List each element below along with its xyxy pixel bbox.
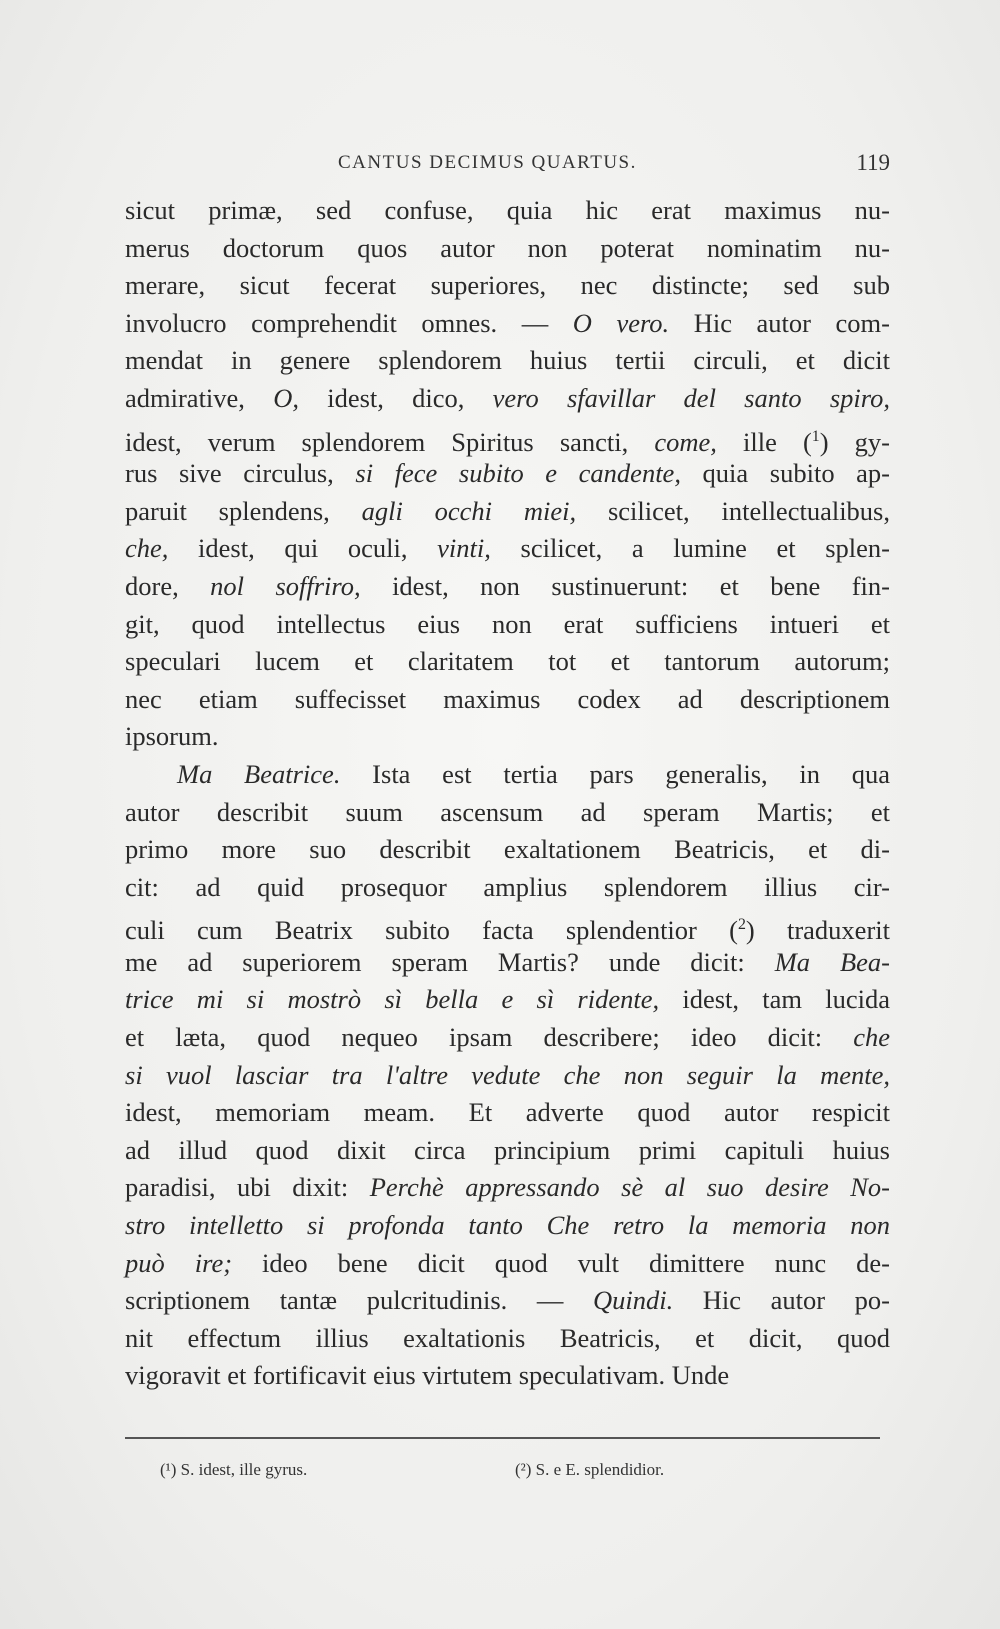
- text-line: [125, 230, 890, 268]
- text-run: involucro comprehendit omnes. —: [125, 307, 573, 338]
- text-run: idest, non sustinuerunt: et bene fin-: [360, 570, 890, 601]
- text-run: ille (: [716, 426, 812, 457]
- text-run: cit: ad quid prosequor amplius splendorem illius cir-: [125, 871, 890, 902]
- text-line: [125, 606, 890, 644]
- text-run: idest, tam lucida: [659, 984, 890, 1015]
- text-run: merus doctorum quos autor non poterat nominatim nu-: [125, 232, 890, 263]
- text-line: [125, 530, 890, 568]
- text-line: [125, 493, 890, 531]
- footnote-rule: [125, 1437, 880, 1439]
- text-line: [125, 192, 890, 230]
- text-line: [125, 1132, 890, 1170]
- running-title: CANTUS DECIMUS QUARTUS.: [338, 152, 637, 173]
- text-run: idest, dico,: [298, 382, 493, 413]
- text-run: sicut primæ, sed confuse, quia hic erat maximus nu-: [125, 195, 890, 225]
- text-line: [125, 1207, 890, 1245]
- text-line: [125, 681, 890, 719]
- text-run: culi cum Beatrix subito facta splendentior (: [125, 915, 738, 946]
- text-run: nit effectum illius exaltationis Beatricis, et dicit, quod: [125, 1322, 890, 1353]
- italic-quote: O vero.: [572, 307, 670, 338]
- italic-quote: trice mi si mostrò sì bella e sì ridente,: [125, 984, 660, 1015]
- text-run: et læta, quod nequeo ipsam describere; ideo dicit:: [125, 1022, 854, 1053]
- text-line: [125, 380, 890, 418]
- text-run: idest, verum splendorem Spiritus sancti,: [125, 426, 655, 457]
- text-line: [125, 305, 890, 343]
- text-line: [125, 455, 890, 493]
- italic-quote: Perchè appressando sè al suo desire No-: [369, 1172, 890, 1203]
- text-run: paruit splendens,: [125, 495, 362, 526]
- italic-quote: stro intelletto si profonda tanto Che retro la memoria non: [125, 1210, 890, 1241]
- text-run: primo more suo describit exaltationem Beatricis, et di-: [125, 834, 890, 865]
- italic-quote: agli occhi miei,: [361, 495, 577, 526]
- text-line: [125, 1057, 890, 1095]
- footnote-marker: 1: [811, 427, 820, 445]
- text-run: admirative,: [125, 382, 274, 413]
- text-run: git, quod intellectus eius non erat sufficiens intueri et: [125, 608, 890, 639]
- italic-quote: Ma Bea-: [774, 946, 891, 977]
- text-run: mendat in genere splendorem huius tertii circuli, et dicit: [125, 345, 890, 376]
- text-line: [125, 1320, 890, 1358]
- text-run: ipsorum.: [125, 721, 219, 752]
- text-line: [125, 568, 890, 606]
- text-line: [125, 981, 890, 1019]
- text-run: ) gy-: [819, 426, 890, 457]
- text-run: Ista est tertia pars generalis, in qua: [340, 758, 890, 789]
- text-run: Hic autor po-: [673, 1285, 890, 1316]
- text-line: [125, 869, 890, 907]
- text-run: ) traduxerit: [745, 915, 890, 946]
- text-line: [125, 944, 890, 982]
- text-line: [125, 1245, 890, 1283]
- italic-quote: Ma Beatrice.: [177, 758, 341, 789]
- text-run: idest, memoriam meam. Et adverte quod autor respicit: [125, 1097, 890, 1128]
- text-line: [125, 1094, 890, 1132]
- text-run: paradisi, ubi dixit:: [125, 1172, 370, 1203]
- italic-quote: si vuol lasciar tra l'altre vedute che non seguir la mente,: [125, 1059, 890, 1090]
- text-line: [125, 906, 890, 944]
- text-run: quia subito ap-: [680, 458, 891, 489]
- text-line: [125, 1019, 890, 1057]
- text-line: [125, 794, 890, 832]
- italic-quote: come,: [654, 426, 717, 457]
- italic-quote: che: [853, 1022, 890, 1053]
- text-run: scilicet, intellectualibus,: [576, 495, 890, 526]
- text-run: scilicet, a lumine et splen-: [490, 533, 891, 564]
- italic-quote: si fece subito e candente,: [355, 458, 681, 489]
- italic-quote: nol soffriro,: [210, 570, 361, 601]
- text-run: dore,: [125, 570, 211, 601]
- footnote-marker: 2: [737, 916, 746, 934]
- text-line: [125, 643, 890, 681]
- footnote-1: (¹) S. idest, ille gyrus.: [160, 1460, 308, 1479]
- text-run: ideo bene dicit quod vult dimittere nunc de-: [232, 1247, 891, 1278]
- text-line: [125, 1282, 890, 1320]
- text-run: Hic autor com-: [669, 307, 890, 338]
- text-run: ad illud quod dixit circa principium primi capituli huius: [125, 1134, 890, 1165]
- footnote-2: (²) S. e E. splendidior.: [515, 1460, 665, 1479]
- text-run: merare, sicut fecerat superiores, nec distincte; sed sub: [125, 270, 890, 301]
- text-line: [125, 1357, 890, 1395]
- text-run: vigoravit et fortificavit eius virtutem speculativam. Unde: [125, 1360, 730, 1391]
- text-line: [125, 1169, 890, 1207]
- text-run: speculari lucem et claritatem tot et tantorum autorum;: [125, 646, 890, 677]
- body-text: [125, 192, 890, 1395]
- text-line: [125, 756, 890, 794]
- text-line: [125, 718, 890, 756]
- text-line: [125, 418, 890, 456]
- italic-quote: che,: [125, 533, 169, 564]
- text-run: rus sive circulus,: [125, 458, 356, 489]
- text-line: [125, 267, 890, 305]
- italic-quote: vero sfavillar del santo spiro,: [492, 382, 890, 413]
- page-header: [125, 150, 890, 182]
- italic-quote: può ire;: [125, 1247, 233, 1278]
- text-run: me ad superiorem speram Martis? unde dicit:: [125, 946, 775, 977]
- text-run: autor describit suum ascensum ad speram Martis; et: [125, 796, 890, 827]
- text-line: [125, 831, 890, 869]
- text-run: scriptionem tantæ pulcritudinis. —: [125, 1285, 593, 1316]
- text-run: nec etiam suffecisset maximus codex ad descriptionem: [125, 683, 890, 714]
- text-run: idest, qui oculi,: [168, 533, 438, 564]
- text-line: [125, 342, 890, 380]
- italic-quote: Quindi.: [592, 1285, 674, 1316]
- page-number: 119: [856, 150, 890, 175]
- italic-quote: vinti,: [437, 533, 491, 564]
- italic-quote: O,: [273, 382, 299, 413]
